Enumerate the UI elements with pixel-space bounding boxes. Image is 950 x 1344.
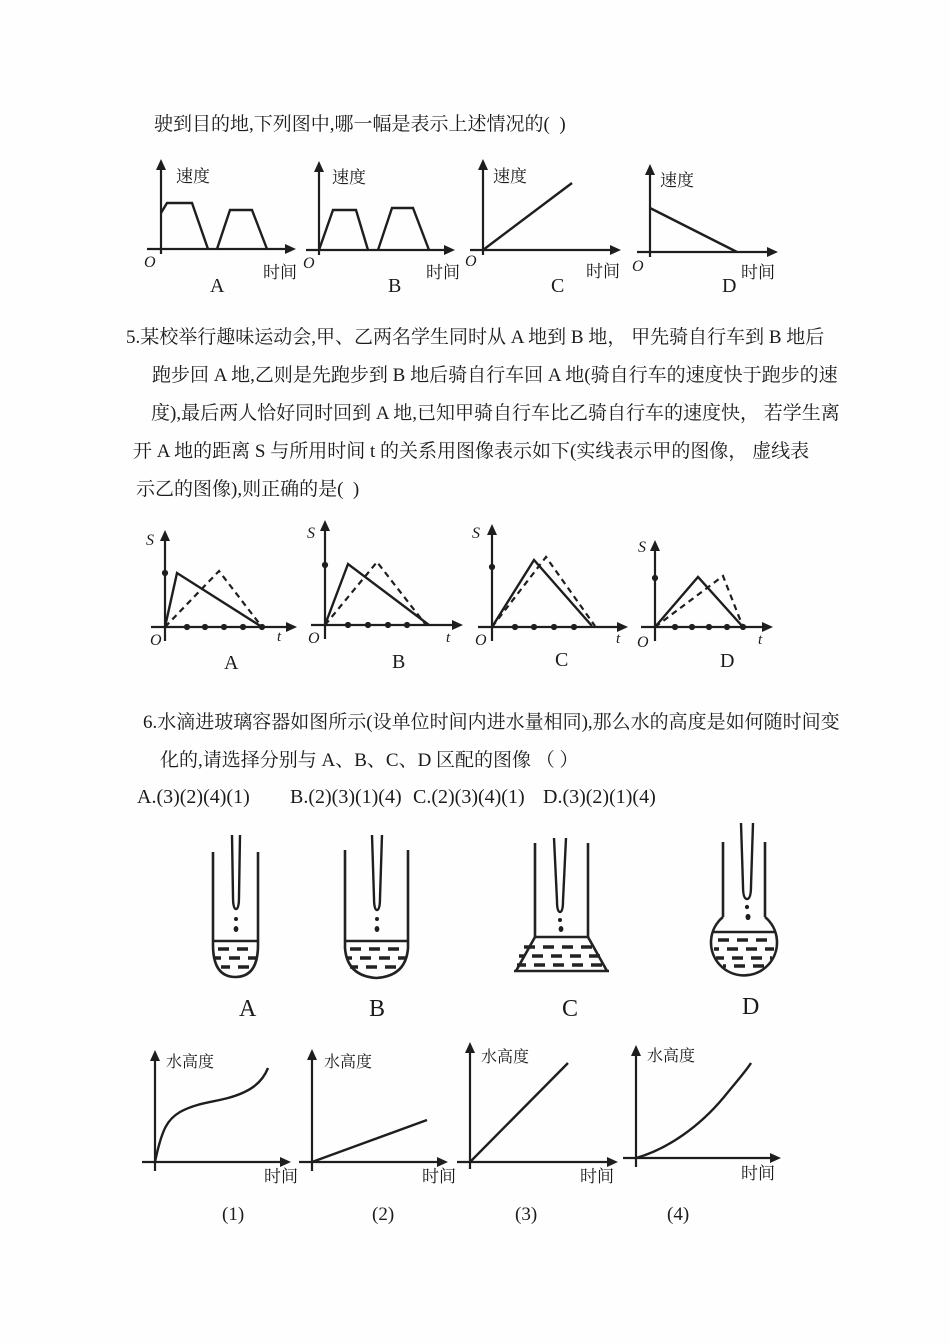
solid-line-jia [165, 573, 262, 627]
curve-trapezoid-2 [378, 208, 429, 250]
question6-option-c: C.(2)(3)(4)(1) [413, 786, 525, 808]
origin-label: O [475, 632, 487, 649]
y-axis-label: 水高度 [647, 1048, 696, 1065]
graph-letter: B [392, 651, 406, 673]
dot [724, 624, 730, 630]
graph-number: (3) [515, 1204, 538, 1225]
curve-rising-line [483, 183, 572, 250]
dot [652, 575, 658, 581]
dropper [741, 823, 753, 899]
curve-steep-line [470, 1063, 568, 1162]
origin-label: O [637, 634, 649, 651]
y-axis-label: 速度 [176, 167, 210, 186]
x-axis-label: t [277, 629, 282, 645]
dot [740, 624, 746, 630]
y-axis-label: 水高度 [324, 1054, 373, 1071]
dot [240, 624, 246, 630]
container-a-narrow-test-tube [213, 835, 258, 1022]
y-axis-label: S [472, 525, 480, 542]
distance-graph-b [307, 525, 454, 673]
x-axis-label: 时间 [264, 1167, 298, 1186]
y-axis-label: 速度 [493, 167, 527, 186]
dropper [232, 835, 240, 909]
curve-trapezoid-1 [319, 210, 368, 250]
dot [162, 570, 168, 576]
distance-graph-a [146, 532, 288, 674]
x-axis-label: 时间 [422, 1167, 456, 1186]
dashed-line-yi [655, 576, 743, 627]
water-drop [558, 918, 562, 922]
graph-letter: A [210, 275, 225, 297]
dot [531, 624, 537, 630]
graph-number: (4) [667, 1204, 690, 1225]
graph-letter: A [224, 652, 239, 674]
x-axis-label: t [758, 632, 763, 648]
water-height-time-graphs [142, 1046, 775, 1225]
distance-graph-d [637, 539, 764, 672]
question5-line-4: 开 A 地的距离 S 与所用时间 t 的关系用图像表示如下(实线表示甲的图像， 虚线表 [133, 441, 810, 462]
dot [345, 622, 351, 628]
dot [571, 624, 577, 630]
dot [385, 622, 391, 628]
speed-graph-c [465, 167, 620, 297]
dot [221, 624, 227, 630]
graph-letter: C [551, 275, 565, 297]
curve-trapezoid-2 [217, 210, 267, 249]
water-drop [746, 914, 751, 920]
solid-line-jia [325, 564, 429, 625]
height-graph-4 [623, 1046, 775, 1225]
dot [365, 622, 371, 628]
y-axis-label: S [638, 539, 646, 556]
x-axis-label: 时间 [586, 262, 620, 281]
x-axis-label: t [446, 630, 451, 646]
graph-letter: D [722, 275, 737, 297]
x-axis-label: t [616, 631, 621, 647]
dot [551, 624, 557, 630]
dashed-line-yi [492, 557, 595, 627]
speed-time-graphs [144, 167, 775, 297]
container-d-round-bottom-flask [711, 823, 777, 1020]
water-drop [234, 926, 239, 932]
dropper [554, 838, 566, 912]
question6-option-d: D.(3)(2)(1)(4) [543, 786, 656, 808]
dot [672, 624, 678, 630]
height-graph-1 [142, 1052, 298, 1225]
x-axis-label: 时间 [263, 263, 297, 282]
curve-shallow-line [312, 1120, 427, 1162]
container-letter: B [369, 996, 386, 1022]
question5-line-2: 跑步回 A 地,乙则是先跑步到 B 地后骑自行车回 A 地(骑自行车的速度快于跑步的速 [152, 365, 838, 386]
water-drop [234, 917, 238, 921]
dot [489, 564, 495, 570]
origin-label: O [150, 632, 162, 649]
dot [322, 562, 328, 568]
speed-graph-d [632, 171, 775, 297]
x-axis-label: 时间 [580, 1167, 614, 1186]
question6-option-b: B.(2)(3)(1)(4) [290, 786, 402, 808]
solid-line-jia [655, 577, 743, 627]
y-axis-label: 水高度 [481, 1049, 530, 1066]
curve-concave-up [636, 1063, 751, 1158]
x-axis-label: 时间 [426, 263, 460, 282]
distance-time-graphs [146, 525, 764, 674]
dot [512, 624, 518, 630]
container-c-conical-flask [514, 838, 609, 1022]
graph-number: (2) [372, 1204, 395, 1225]
water-drop [375, 917, 379, 921]
distance-graph-c [472, 525, 621, 671]
question5-line-1: 5.某校举行趣味运动会,甲、乙两名学生同时从 A 地到 B 地， 甲先骑自行车到 B 地后 [126, 327, 825, 348]
question6-option-a: A.(3)(2)(4)(1) [137, 786, 250, 808]
graph-letter: B [388, 275, 402, 297]
dot [184, 624, 190, 630]
origin-label: O [303, 255, 315, 272]
dot [404, 622, 410, 628]
container-letter: D [742, 994, 760, 1020]
height-graph-3 [457, 1047, 614, 1225]
curve-falling-line [650, 208, 737, 252]
x-axis-label: 时间 [741, 1164, 775, 1183]
question4-stem-line: 驶到目的地,下列图中,哪一幅是表示上述情况的( ) [154, 114, 566, 135]
speed-graph-b [303, 168, 460, 297]
solid-line-jia [492, 560, 592, 627]
speed-graph-a [144, 167, 297, 297]
origin-label: O [144, 254, 156, 271]
dot [706, 624, 712, 630]
graph-letter: C [555, 649, 569, 671]
water-drop [559, 926, 564, 932]
question6-line-2: 化的,请选择分别与 A、B、C、D 区配的图像 （ ） [160, 750, 579, 771]
dropper [372, 835, 382, 910]
dot [689, 624, 695, 630]
y-axis-label: 速度 [332, 168, 366, 187]
origin-label: O [308, 630, 320, 647]
x-axis-label: 时间 [741, 263, 775, 282]
curve-trapezoid-1 [161, 203, 208, 249]
question6-line-1: 6.水滴进玻璃容器如图所示(设单位时间内进水量相同),那么水的高度是如何随时间变 [143, 712, 840, 733]
glass-containers [213, 823, 777, 1022]
question5-line-5: 示乙的图像),则正确的是( ) [136, 479, 360, 500]
water-drop [375, 926, 380, 932]
graph-number: (1) [222, 1204, 245, 1225]
origin-label: O [465, 253, 477, 270]
dot [259, 624, 265, 630]
height-graph-2 [299, 1052, 456, 1225]
y-axis-label: 水高度 [166, 1054, 215, 1071]
curve-s-shape [155, 1068, 268, 1162]
dashed-line-yi [325, 562, 426, 625]
container-letter: C [562, 996, 579, 1022]
water-drop [745, 905, 749, 909]
origin-label: O [632, 258, 644, 275]
y-axis-label: 速度 [660, 171, 694, 190]
axis-dots [652, 575, 746, 630]
container-b-wide-test-tube [345, 835, 408, 1022]
graph-letter: D [720, 650, 735, 672]
y-axis-label: S [146, 532, 154, 549]
dot [202, 624, 208, 630]
y-axis-label: S [307, 525, 315, 542]
container-letter: A [239, 996, 257, 1022]
question5-line-3: 度),最后两人恰好同时回到 A 地,已知甲骑自行车比乙骑自行车的速度快， 若学生离 [151, 403, 840, 424]
axis-dots [162, 570, 265, 630]
